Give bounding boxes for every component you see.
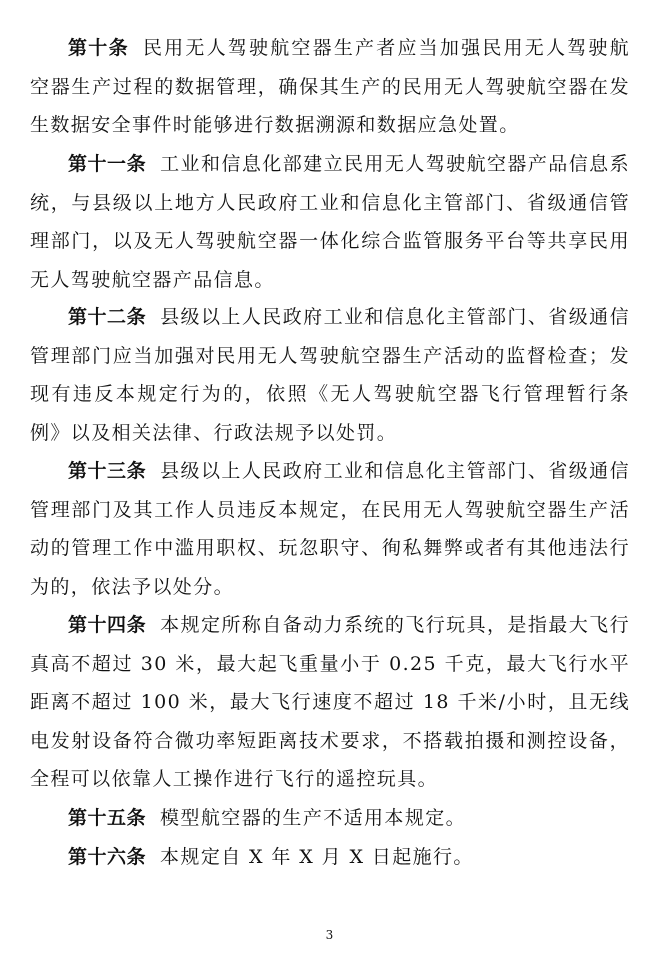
article-15 [30,799,630,838]
article-14 [30,606,630,799]
article-heading: 第十二条 [68,306,147,328]
article-text: 本规定自 X 年 X 月 X 日起施行。 [160,846,474,868]
article-10 [30,29,630,145]
article-heading: 第十四条 [68,614,147,636]
article-16 [30,838,630,877]
article-heading: 第十条 [68,37,129,59]
article-heading: 第十一条 [68,153,147,175]
page-number: 3 [325,928,334,942]
article-text: 工业和信息化部建立民用无人驾驶航空器产品信息系统，与县级以上地方人民政府工业和信息化主管部门、省级通信管理部门，以及无人驾驶航空器一体化综合监管服务平台等共享民用无人驾驶航空器产品信息。 [30,153,630,291]
article-text: 民用无人驾驶航空器生产者应当加强民用无人驾驶航空器生产过程的数据管理，确保其生产的民用无人驾驶航空器在发生数据安全事件时能够进行数据溯源和数据应急处置。 [30,37,630,137]
article-11 [30,145,630,299]
article-13 [30,452,630,606]
article-heading: 第十六条 [68,846,147,868]
article-heading: 第十三条 [68,460,147,482]
article-text: 县级以上人民政府工业和信息化主管部门、省级通信管理部门及其工作人员违反本规定，在民用无人驾驶航空器生产活动的管理工作中滥用职权、玩忽职守、徇私舞弊或者有其他违法行为的，依法予以处分。 [30,460,630,598]
article-12 [30,298,630,452]
article-heading: 第十五条 [68,807,147,829]
article-text: 县级以上人民政府工业和信息化主管部门、省级通信管理部门应当加强对民用无人驾驶航空器生产活动的监督检查；发现有违反本规定行为的，依照《无人驾驶航空器飞行管理暂行条例》以及相关法律、行政法规予以处罚。 [30,306,630,444]
article-text: 本规定所称自备动力系统的飞行玩具，是指最大飞行真高不超过 30 米，最大起飞重量小于 0.25 千克，最大飞行水平距离不超过 100 米，最大飞行速度不超过 18 千米/小时，且无线电发射设备符合微功率短距离技术要求，不搭载拍摄和测控设备，全程可以依靠人工操作进行飞行的遥控玩具。 [30,614,630,791]
article-text: 模型航空器的生产不适用本规定。 [160,807,467,829]
